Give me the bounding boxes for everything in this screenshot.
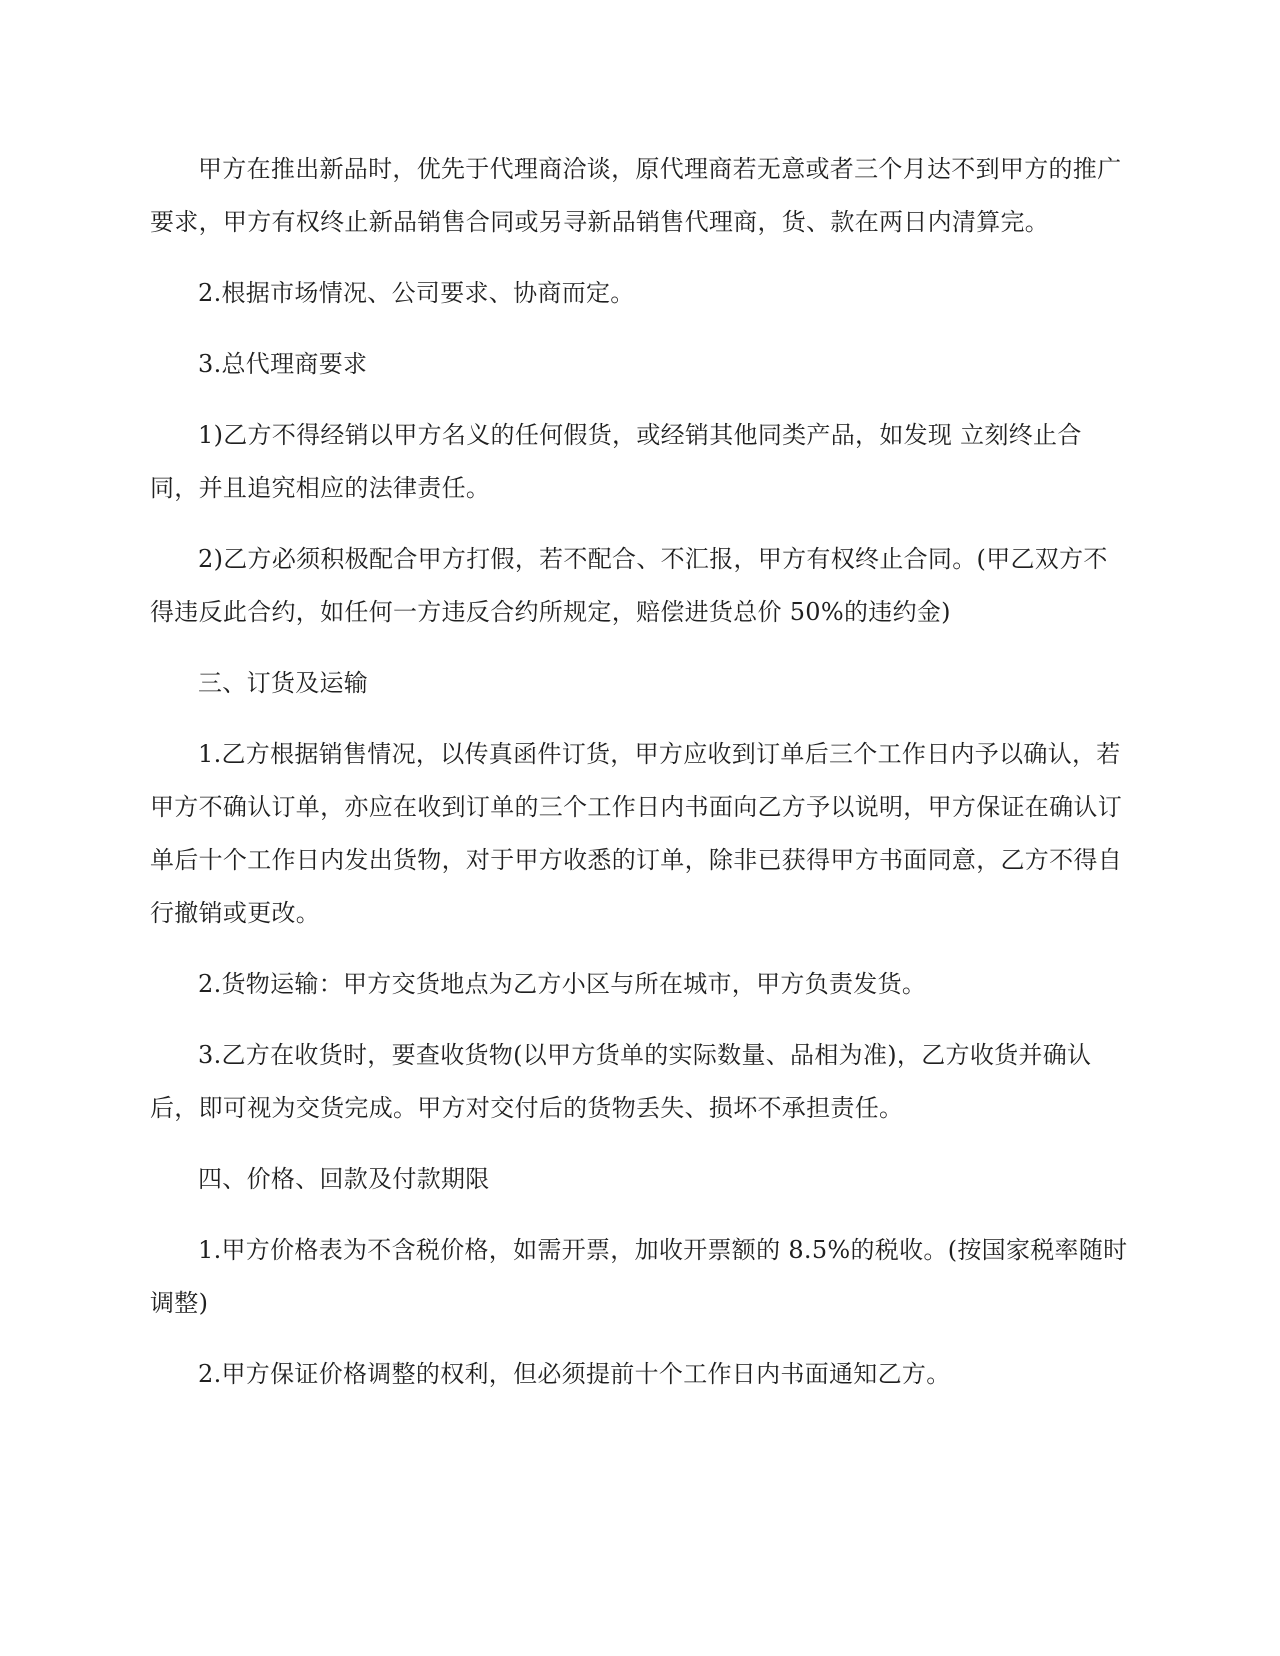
paragraph-receiving: 3.乙方在收货时，要查收货物(以甲方货单的实际数量、品相为准)，乙方收货并确认后，即可视为交货完成。甲方对交付后的货物丢失、损坏不承担责任。 [150, 1041, 1092, 1122]
paragraph-no-counterfeit: 1)乙方不得经销以甲方名义的任何假货，或经销其他同类产品，如发现 立刻终止合同，并且追究相应的法律责任。 [150, 421, 1082, 502]
paragraph-transport: 2.货物运输：甲方交货地点为乙方小区与所在城市，甲方负责发货。 [198, 970, 927, 998]
paragraph-general-agent-requirements: 3.总代理商要求 [198, 350, 368, 378]
paragraph-price-adjustment: 2.甲方保证价格调整的权利，但必须提前十个工作日内书面通知乙方。 [198, 1360, 951, 1388]
section-heading-ordering-transport: 三、订货及运输 [198, 669, 369, 697]
paragraph-new-product-negotiation: 甲方在推出新品时，优先于代理商洽谈，原代理商若无意或者三个月达不到甲方的推广要求，甲方有权终止新品销售合同或另寻新品销售代理商，货、款在两日内清算完。 [150, 155, 1122, 236]
paragraph-anti-counterfeit: 2)乙方必须积极配合甲方打假，若不配合、不汇报，甲方有权终止合同。(甲乙双方不得违反此合约，如任何一方违反合约所规定，赔偿进货总价 50%的违约金) [150, 545, 1108, 626]
paragraph-market-conditions: 2.根据市场情况、公司要求、协商而定。 [198, 279, 635, 307]
document-body [150, 143, 1130, 1419]
paragraph-ordering: 1.乙方根据销售情况，以传真函件订货，甲方应收到订单后三个工作日内予以确认，若甲方不确认订单，亦应在收到订单的三个工作日内书面向乙方予以说明，甲方保证在确认订单后十个工作日内发出货物，对于甲方收悉的订单，除非已获得甲方书面同意，乙方不得自行撤销或更改。 [150, 740, 1122, 927]
paragraph-price-tax: 1.甲方价格表为不含税价格，如需开票，加收开票额的 8.5%的税收。(按国家税率随时调整) [150, 1236, 1128, 1317]
section-heading-price-payment: 四、价格、回款及付款期限 [198, 1165, 490, 1193]
